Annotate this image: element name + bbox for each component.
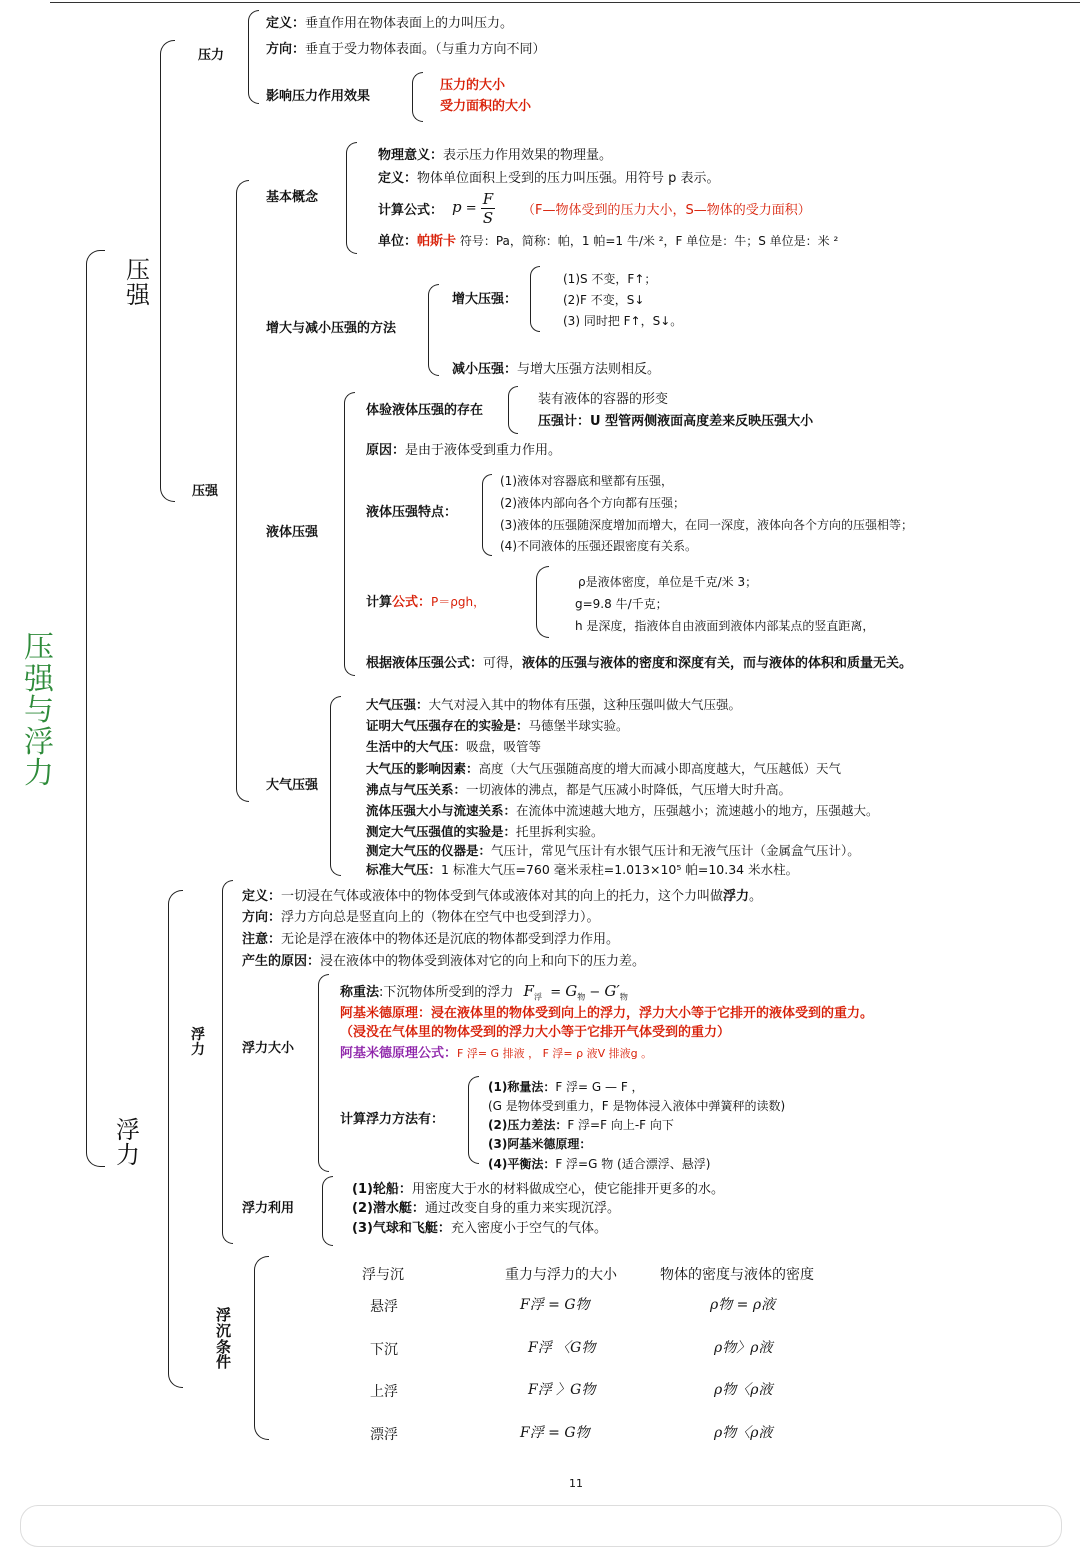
basic-concept-label: 基本概念	[266, 190, 319, 205]
sf-row-1-density: ρ物 = ρ液	[710, 1297, 776, 1313]
force-effect-item-2: 受力面积的大小	[440, 99, 532, 114]
liquid-feature-2: (2)液体内部向各个方向都有压强；	[500, 496, 685, 510]
sf-header-force: 重力与浮力的大小	[505, 1267, 617, 1283]
sf-header-state: 浮与沉	[362, 1267, 404, 1283]
calc-methods-brace	[468, 1076, 479, 1164]
bottom-card	[20, 1505, 1062, 1547]
pressure-brace	[236, 180, 249, 802]
sf-row-3-state: 上浮	[370, 1384, 398, 1400]
atmo-item-8: 测定大气压的仪器是：气压计，常见气压计有水银气压计和无液气压计（金属盒气压计）。	[366, 843, 860, 858]
liquid-exist-item-2: 压强计：U 型管两侧液面高度差来反映压强大小	[538, 414, 814, 429]
atmo-item-4: 大气压的影响因素：高度（大气压强随高度的增大而减小即高度越大，气压越低）天气	[366, 761, 842, 776]
pressure-section-brace	[160, 40, 175, 502]
liquid-conclusion: 根据液体压强公式：可得，液体的压强与液体的密度和深度有关，而与液体的体积和质量无关。	[366, 656, 913, 671]
liquid-cause: 原因：是由于液体受到重力作用。	[366, 443, 562, 458]
atmo-item-2: 证明大气压强存在的实验是：马德堡半球实验。	[366, 718, 629, 733]
atmo-item-9: 标准大气压：1 标准大气压=760 毫米汞柱=1.013×10⁵ 帕=10.34 米水柱。	[366, 862, 799, 877]
buoyancy-cause: 产生的原因：浸在液体中的物体受到液体对它的向上和向下的压力差。	[242, 954, 646, 969]
buoyancy-section-title: 浮 力	[116, 1116, 140, 1170]
increase-item-2: (2)F 不变，S↓	[563, 293, 645, 307]
atmo-item-5: 沸点与气压关系：一切液体的沸点，都是气压减小时降低，气压增大时升高。	[366, 782, 792, 797]
increase-item-1: (1)S 不变，F↑；	[563, 272, 657, 286]
sf-row-3-force: F浮 〉G物	[528, 1382, 596, 1398]
liquid-features-label: 液体压强特点：	[366, 505, 458, 520]
force-effect-brace	[412, 72, 423, 122]
archimedes-note: （浸没在气体里的物体受到的浮力大小等于它排开气体受到的重力）	[340, 1025, 731, 1040]
force-direction: 方向：垂直于受力物体表面。（与重力方向不同）	[266, 42, 546, 57]
calc-method-5: (4)平衡法：F 浮=G 物 (适合漂浮、悬浮)	[488, 1157, 711, 1171]
page-number: 11	[569, 1477, 583, 1490]
archimedes-formula: 阿基米德原理公式：F 浮= G 排液 ， F 浮= ρ 液V 排液g 。	[340, 1046, 653, 1061]
increase-brace	[530, 266, 540, 332]
sf-row-4-force: F浮 = G物	[520, 1425, 590, 1441]
buoyancy-section-brace	[168, 890, 183, 1388]
decrease-text: 减小压强：与增大压强方法则相反。	[452, 362, 661, 377]
calc-method-3: (2)压力差法：F 浮=F 向上-F 向下	[488, 1118, 674, 1132]
buoyancy-use-brace	[322, 1176, 333, 1246]
buoyancy-size-brace	[318, 974, 329, 1172]
methods-brace	[428, 284, 439, 376]
liquid-calc-brace	[536, 566, 549, 638]
sf-row-3-density: ρ物〈ρ液	[714, 1382, 773, 1398]
basic-formula: p = $\frac{F}{S}$	[452, 190, 494, 227]
increase-item-3: (3) 同时把 F↑，S↓。	[563, 314, 683, 328]
sink-float-label: 浮 沉 条 件	[216, 1306, 232, 1372]
sf-row-1-state: 悬浮	[370, 1299, 398, 1315]
sf-row-2-force: F浮 〈G物	[528, 1340, 596, 1356]
liquid-exist-brace	[508, 386, 518, 434]
use-item-3: (3)气球和飞艇：充入密度小于空气的气体。	[352, 1221, 607, 1236]
buoyancy-brace	[222, 880, 233, 1244]
sf-row-2-density: ρ物〉ρ液	[714, 1340, 773, 1356]
liquid-calc-item-2: g=9.8 牛/千克；	[575, 597, 668, 611]
basic-definition: 定义：物体单位面积上受到的压力叫压强。用符号 p 表示。	[378, 171, 720, 186]
sf-row-2-state: 下沉	[370, 1342, 398, 1358]
atmo-item-1: 大气压强：大气对浸入其中的物体有压强，这种压强叫做大气压强。	[366, 697, 742, 712]
liquid-features-brace	[482, 474, 492, 556]
root-title: 压 强 与 浮 力	[24, 630, 54, 791]
buoyancy-use-label: 浮力利用	[242, 1201, 295, 1216]
basic-concept-brace	[346, 142, 357, 254]
liquid-feature-1: (1)液体对容器底和壁都有压强，	[500, 474, 673, 488]
calc-method-2: (G 是物体受到重力，F 是物体浸入液体中弹簧秤的读数)	[488, 1099, 786, 1113]
liquid-exist-label: 体验液体压强的存在	[366, 403, 484, 418]
basic-meaning: 物理意义：表示压力作用效果的物理量。	[378, 148, 613, 163]
sf-header-density: 物体的密度与液体的密度	[660, 1267, 814, 1283]
atmo-item-3: 生活中的大气压：吸盘，吸管等	[366, 739, 542, 754]
buoyancy-size-label: 浮力大小	[242, 1041, 295, 1056]
sf-row-4-density: ρ物〈ρ液	[714, 1425, 773, 1441]
liquid-label: 液体压强	[266, 525, 319, 540]
force-effect-item-1: 压力的大小	[440, 78, 506, 93]
pressure-section-title: 压 强	[126, 256, 150, 310]
buoyancy-note: 注意：无论是浮在液体中的物体还是沉底的物体都受到浮力作用。	[242, 932, 620, 947]
methods-label: 增大与减小压强的方法	[266, 321, 397, 336]
buoyancy-direction: 方向：浮力方向总是竖直向上的（物体在空气中也受到浮力）。	[242, 910, 600, 925]
force-label: 压力	[198, 48, 225, 63]
calc-methods-label: 计算浮力方法有：	[340, 1112, 445, 1127]
atmo-item-6: 流体压强大小与流速关系：在流体中流速越大地方，压强越小；流速越小的地方，压强越大。	[366, 803, 879, 818]
increase-label: 增大压强：	[452, 292, 518, 307]
liquid-calc: 计算公式：P＝ρgh，	[366, 595, 486, 610]
buoyancy-def: 定义：一切浸在气体或液体中的物体受到气体或液体对其的向上的托力，这个力叫做浮力。	[242, 889, 763, 904]
liquid-calc-item-1: ρ是液体密度，单位是千克/米 3；	[578, 575, 758, 589]
basic-formula-key: 计算公式：	[378, 203, 444, 218]
buoyancy-label: 浮 力	[191, 1027, 205, 1058]
pressure-label: 压强	[192, 484, 219, 499]
calc-method-4: (3)阿基米德原理：	[488, 1137, 592, 1151]
archimedes-principle: 阿基米德原理：浸在液体里的物体受到向上的浮力，浮力大小等于它排开的液体受到的重力。	[340, 1006, 874, 1021]
liquid-feature-3: (3)液体的压强随深度增加而增大，在同一深度，液体向各个方向的压强相等；	[500, 518, 914, 532]
liquid-feature-4: (4)不同液体的压强还跟密度有关系。	[500, 539, 697, 553]
top-rule	[50, 2, 1080, 3]
sf-row-1-force: F浮 = G物	[520, 1297, 590, 1313]
sf-row-4-state: 漂浮	[370, 1427, 398, 1443]
atmo-item-7: 测定大气压强值的实验是：托里拆利实验。	[366, 824, 604, 839]
atmosphere-label: 大气压强	[266, 778, 319, 793]
force-effect-label: 影响压力作用效果	[266, 89, 371, 104]
liquid-exist-item-1: 装有液体的容器的形变	[538, 392, 669, 407]
calc-method-1: (1)称量法：F 浮= G — F ，	[488, 1080, 644, 1094]
atmosphere-brace	[330, 696, 341, 876]
basic-unit: 单位：帕斯卡 符号：Pa，简称：帕，1 帕=1 牛/米 ²，F 单位是：牛；S 单位是：米 ²	[378, 234, 839, 249]
weigh-method: 称重法:下沉物体所受到的浮力 $F_浮 = G_物 - G'_物$	[340, 982, 628, 1002]
root-brace	[86, 250, 105, 1167]
basic-formula-note: （F—物体受到的压力大小，S—物体的受力面积）	[522, 203, 811, 218]
use-item-1: (1)轮船：用密度大于水的材料做成空心，使它能排开更多的水。	[352, 1182, 724, 1197]
use-item-2: (2)潜水艇：通过改变自身的重力来实现沉浮。	[352, 1201, 620, 1216]
liquid-brace	[344, 392, 355, 676]
liquid-calc-item-3: h 是深度，指液体自由液面到液体内部某点的竖直距离，	[575, 619, 875, 633]
force-brace	[248, 10, 259, 104]
sink-float-brace	[254, 1256, 269, 1440]
force-definition: 定义：垂直作用在物体表面上的力叫压力。	[266, 16, 514, 31]
